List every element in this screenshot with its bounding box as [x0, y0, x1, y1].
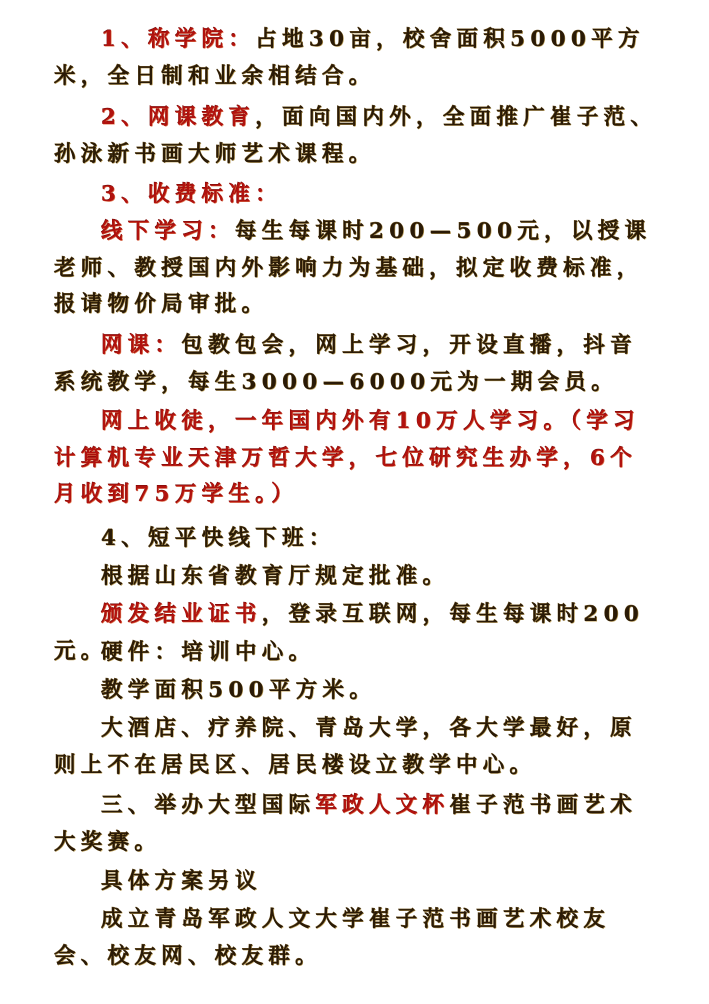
paragraph-14: 具体方案另议 — [101, 869, 262, 894]
paragraph-13-after: 崔子范书画艺术大奖赛。 — [54, 793, 638, 855]
paragraph-9-heading: 颁发结业证书 — [101, 602, 262, 627]
paragraph-2 — [54, 100, 661, 173]
paragraph-2-body: ，面向国内外，全面推广崔子范、孙泳新书画大师艺术课程。 — [54, 105, 658, 167]
paragraph-9-body: ，登录互联网，每生每课时200元。 — [54, 602, 645, 664]
paragraph-1-body: 占地30亩，校舍面积5000平方米，全日制和业余相结合。 — [54, 27, 645, 89]
paragraph-3 — [54, 177, 661, 214]
paragraph-1 — [54, 22, 661, 95]
paragraph-7 — [54, 521, 661, 558]
paragraph-7-heading: 4、短平快线下班： — [101, 526, 336, 551]
paragraph-5 — [54, 328, 661, 401]
paragraph-4 — [54, 214, 661, 324]
paragraph-1-heading: 1、称学院： — [101, 27, 256, 52]
paragraph-8: 根据山东省教育厅规定批准。 — [101, 564, 450, 589]
paragraph-6: 网上收徒，一年国内外有10万人学习。（学习计算机专业天津万哲大学，七位研究生办学，6个月收到75万学生。） — [54, 409, 640, 508]
paragraph-13-before: 三、举办大型国际 — [101, 793, 316, 818]
paragraph-4-body: 每生每课时200—500元，以授课老师、教授国内外影响力为基础，拟定收费标准，报请物价局审批。 — [54, 219, 652, 318]
paragraph-15: 成立青岛军政人文大学崔子范书画艺术校友会、校友网、校友群。 — [54, 907, 611, 969]
paragraph-13-highlight: 军政人文杯 — [315, 793, 450, 818]
paragraph-4-heading: 线下学习： — [101, 219, 236, 244]
paragraph-12: 大酒店、疗养院、青岛大学，各大学最好，原则上不在居民区、居民楼设立教学中心。 — [54, 716, 638, 778]
paragraph-11: 教学面积500平方米。 — [101, 678, 377, 703]
paragraph-3-heading: 3、收费标准： — [101, 182, 283, 207]
paragraph-5-heading: 网课： — [101, 333, 182, 358]
paragraph-10: 硬件：培训中心。 — [101, 640, 316, 665]
paragraph-13 — [54, 788, 661, 861]
paragraph-2-heading: 2、网课教育 — [101, 105, 256, 130]
paragraph-5-body: 包教包会，网上学习，开设直播，抖音系统教学，每生3000—6000元为一期会员。 — [54, 333, 638, 395]
